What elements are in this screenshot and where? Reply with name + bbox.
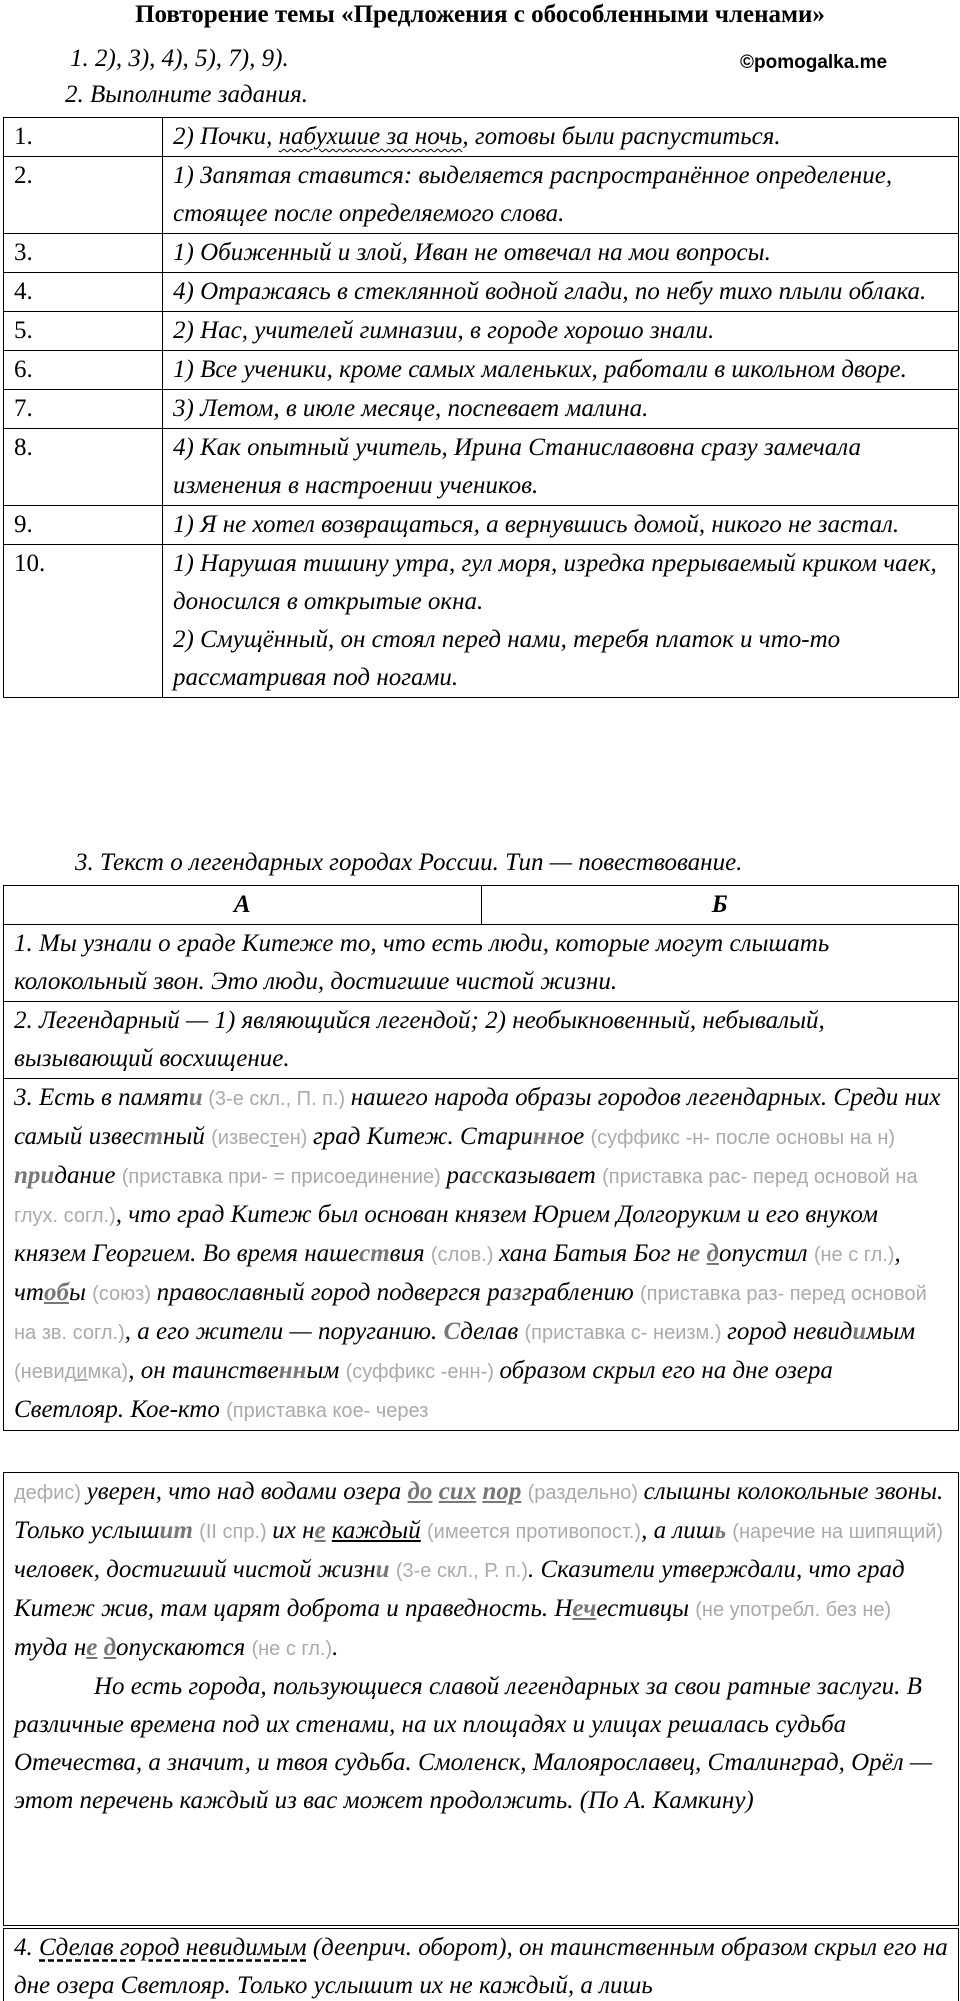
- task1-answer: 1. 2), 3), 4), 5), 7), 9).: [70, 45, 289, 72]
- task-answer: 4) Отражаясь в стеклянной водной глади, по небу тихо плыли облака.: [163, 273, 959, 312]
- task4-box: 4. Сделав город невидимым (дееприч. оборот), он таинственным образом скрыл его на дне озера Светлояр. Только услышит их не каждый, а лишь: [3, 1928, 959, 2001]
- task-num: 3.: [4, 234, 163, 273]
- table-row: [4, 506, 959, 545]
- task-num: 4.: [4, 273, 163, 312]
- task-answer: 3) Летом, в июле месяце, поспевает малина.: [163, 390, 959, 429]
- table-row: [4, 157, 959, 234]
- task-answer: 2) Нас, учителей гимназии, в городе хорошо знали.: [163, 312, 959, 351]
- page-title: Повторение темы «Предложения с обособленными членами»: [135, 1, 825, 28]
- task-num: 9.: [4, 506, 163, 545]
- text-row: 2. Легендарный — 1) являющийся легендой; 2) необыкновенный, небывалый, вызывающий восхищение.: [4, 1002, 959, 1079]
- table-row: [4, 1002, 959, 1079]
- task-answer: 1) Я не хотел возвращаться, а вернувшись домой, никого не застал.: [163, 506, 959, 545]
- task2-heading: 2. Выполните задания.: [65, 81, 308, 108]
- text-table: [3, 885, 959, 1431]
- paragraph: Но есть города, пользующиеся славой легендарных за свои ратные заслуги. В различные времена под их стенами, на их площадях и улицах решалась судьба Отечества, а значит, и твоя судьба. Смоленск, Малоярославец, Сталинград, Орёл — этот перечень каждый из вас может продолжить. (По А. Камкину): [14, 1673, 933, 1814]
- task-answer: 1) Запятая ставится: выделяется распространённое определение, стоящее после определяемого слова.: [163, 157, 959, 234]
- annotated-text-row: 3. Есть в памяти (3-е скл., П. п.) нашего народа образы городов легендарных. Среди них самый известный (известен) град Китеж. Старинное (суффикс -н- после основы на н) придание (приставка при- = присоединение) рассказывает (приставка рас- перед основой на глух. согл.), что град Китеж был основан князем Юрием Долгоруким и его внуком князем Георгием. Во время нашествия (слов.) хана Батыя Бог не допустил (не с гл.), чтобы (союз) православный город подвергся разграблению (приставка раз- перед основой на зв. согл.), а его жители — поруганию. Сделав (приставка с- неизм.) город невидимым (невидимка), он таинственным (суффикс -енн-) образом скрыл его на дне озера Светлояр. Кое-кто (приставка кое- через: [4, 1079, 959, 1431]
- task-num: 7.: [4, 390, 163, 429]
- table-row: [4, 273, 959, 312]
- tasks-table: [3, 117, 959, 698]
- task-answer: 1) Все ученики, кроме самых маленьких, работали в школьном дворе.: [163, 351, 959, 390]
- table-row: [4, 429, 959, 506]
- task-num: 10.: [4, 545, 163, 698]
- task-answer: 1) Обиженный и злой, Иван не отвечал на мои вопросы.: [163, 234, 959, 273]
- task-num: 6.: [4, 351, 163, 390]
- task-num: 2.: [4, 157, 163, 234]
- text-row: 1. Мы узнали о граде Китеже то, что есть люди, которые могут слышать колокольный звон. Это люди, достигшие чистой жизни.: [4, 925, 959, 1002]
- table-row: [4, 390, 959, 429]
- annotated-text-continued: [3, 1472, 959, 1926]
- paragraph: дефис) уверен, что над водами озера до сих пор (раздельно) слышны колокольные звоны. Только услышит (II спр.) их не каждый (имеется противопост.), а лишь (наречие на шипящий) человек, достигший чистой жизни (3-е скл., Р. п.). Сказители утверждали, что град Китеж жив, там царят доброта и праведность. Нечестивцы (не употребл. без не) туда не допускаются (не с гл.).: [14, 1478, 944, 1661]
- task3-heading: 3. Текст о легендарных городах России. Тип — повествование.: [75, 849, 743, 876]
- participial-phrase: Сделав город невидимым: [39, 1934, 307, 1961]
- task-answer: 4) Как опытный учитель, Ирина Станиславовна сразу замечала изменения в настроении учеников.: [163, 429, 959, 506]
- task-num: 1.: [4, 118, 163, 157]
- column-header-a: А: [4, 886, 482, 925]
- wavy-underlined-phrase: набухшие за ночь: [278, 123, 463, 150]
- table-row: [4, 118, 959, 157]
- table-row: [4, 351, 959, 390]
- task-num: 8.: [4, 429, 163, 506]
- task-num: 5.: [4, 312, 163, 351]
- watermark: ©pomogalka.me: [740, 52, 888, 73]
- table-row: [4, 234, 959, 273]
- task-answer: 1) Нарушая тишину утра, гул моря, изредка прерываемый криком чаек, доносился в открытые окна. 2) Смущённый, он стоял перед нами, теребя платок и что-то рассматривая под ногами.: [163, 545, 959, 698]
- table-row: [4, 312, 959, 351]
- table-row: [4, 925, 959, 1002]
- table-header-row: [4, 886, 959, 925]
- table-row: [4, 1079, 959, 1431]
- column-header-b: Б: [481, 886, 959, 925]
- task-answer: 2) Почки, набухшие за ночь, готовы были распуститься.: [163, 118, 959, 157]
- table-row: [4, 545, 959, 698]
